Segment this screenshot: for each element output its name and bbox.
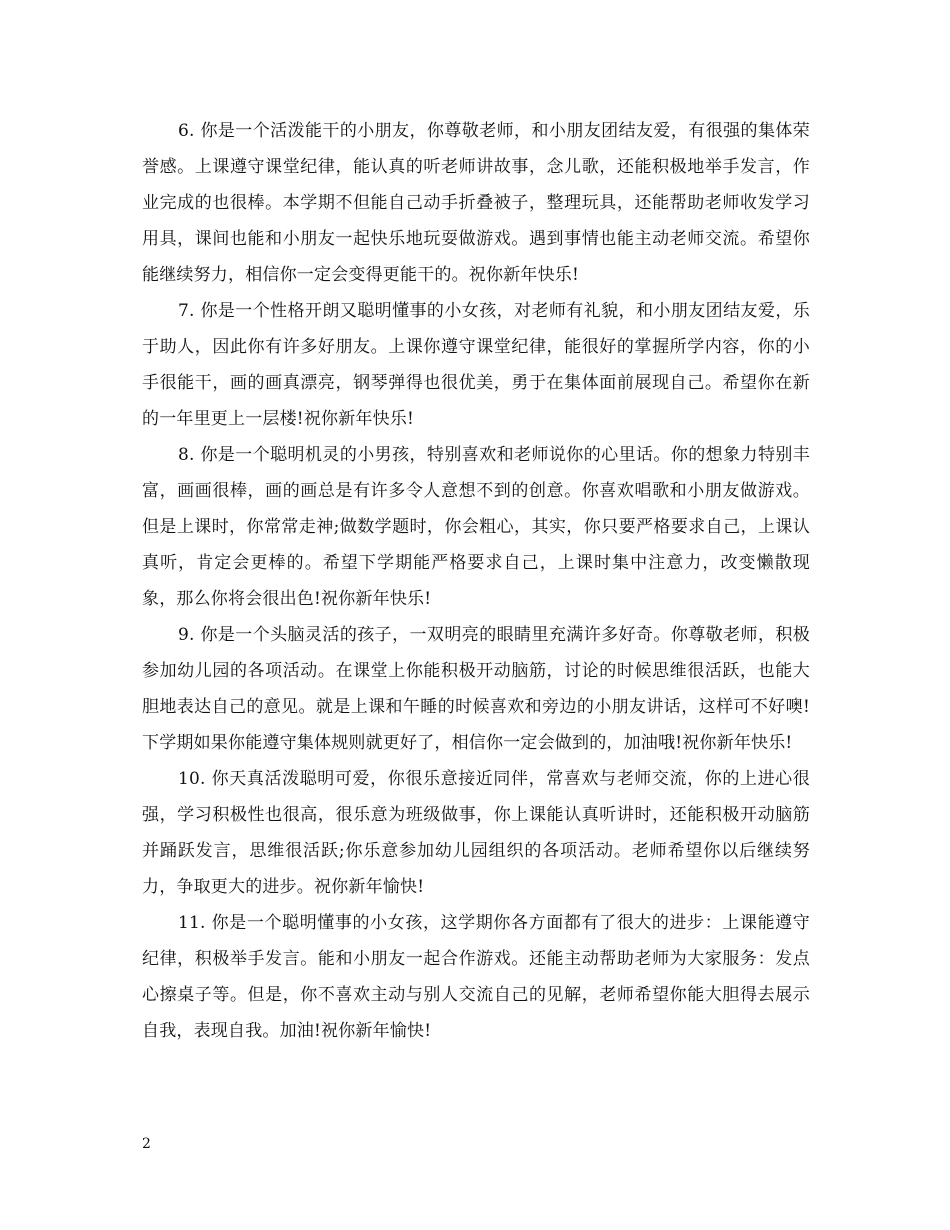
paragraph-6: 6. 你是一个活泼能干的小朋友，你尊敬老师，和小朋友团结友爱，有很强的集体荣誉感。上课遵守课堂纪律，能认真的听老师讲故事，念儿歌，还能积极地举手发言，作业完成的也很棒。本学期不但能自己动手折叠被子，整理玩具，还能帮助老师收发学习用具，课间也能和小朋友一起快乐地玩耍做游戏。遇到事情也能主动老师交流。希望你能继续努力，相信你一定会变得更能干的。祝你新年快乐! [142, 121, 810, 285]
document-body [142, 113, 810, 1049]
paragraph-9: 9. 你是一个头脑灵活的孩子，一双明亮的眼睛里充满许多好奇。你尊敬老师，积极参加幼儿园的各项活动。在课堂上你能积极开动脑筋，讨论的时候思维很活跃，也能大胆地表达自己的意见。就是上课和午睡的时候喜欢和旁边的小朋友讲话，这样可不好噢!下学期如果你能遵守集体规则就更好了，相信你一定会做到的，加油哦!祝你新年快乐! [142, 625, 810, 753]
paragraph-11: 11. 你是一个聪明懂事的小女孩，这学期你各方面都有了很大的进步：上课能遵守纪律，积极举手发言。能和小朋友一起合作游戏。还能主动帮助老师为大家服务：发点心擦桌子等。但是，你不喜欢主动与别人交流自己的见解，老师希望你能大胆得去展示自我，表现自我。加油!祝你新年愉快! [142, 913, 810, 1041]
paragraph-8: 8. 你是一个聪明机灵的小男孩，特别喜欢和老师说你的心里话。你的想象力特别丰富，画画很棒，画的画总是有许多令人意想不到的创意。你喜欢唱歌和小朋友做游戏。但是上课时，你常常走神;做数学题时，你会粗心，其实，你只要严格要求自己，上课认真听，肯定会更棒的。希望下学期能严格要求自己，上课时集中注意力，改变懒散现象，那么你将会很出色!祝你新年快乐! [142, 445, 810, 609]
paragraph-10: 10. 你天真活泼聪明可爱，你很乐意接近同伴，常喜欢与老师交流，你的上进心很强，学习积极性也很高，很乐意为班级做事，你上课能认真听讲时，还能积极开动脑筋并踊跃发言，思维很活跃;你乐意参加幼儿园组织的各项活动。老师希望你以后继续努力，争取更大的进步。祝你新年愉快! [142, 769, 810, 897]
paragraph-7: 7. 你是一个性格开朗又聪明懂事的小女孩，对老师有礼貌，和小朋友团结友爱，乐于助人，因此你有许多好朋友。上课你遵守课堂纪律，能很好的掌握所学内容，你的小手很能干，画的画真漂亮，钢琴弹得也很优美，勇于在集体面前展现自己。希望你在新的一年里更上一层楼!祝你新年快乐! [142, 301, 810, 429]
page-number: 2 [142, 1136, 151, 1152]
